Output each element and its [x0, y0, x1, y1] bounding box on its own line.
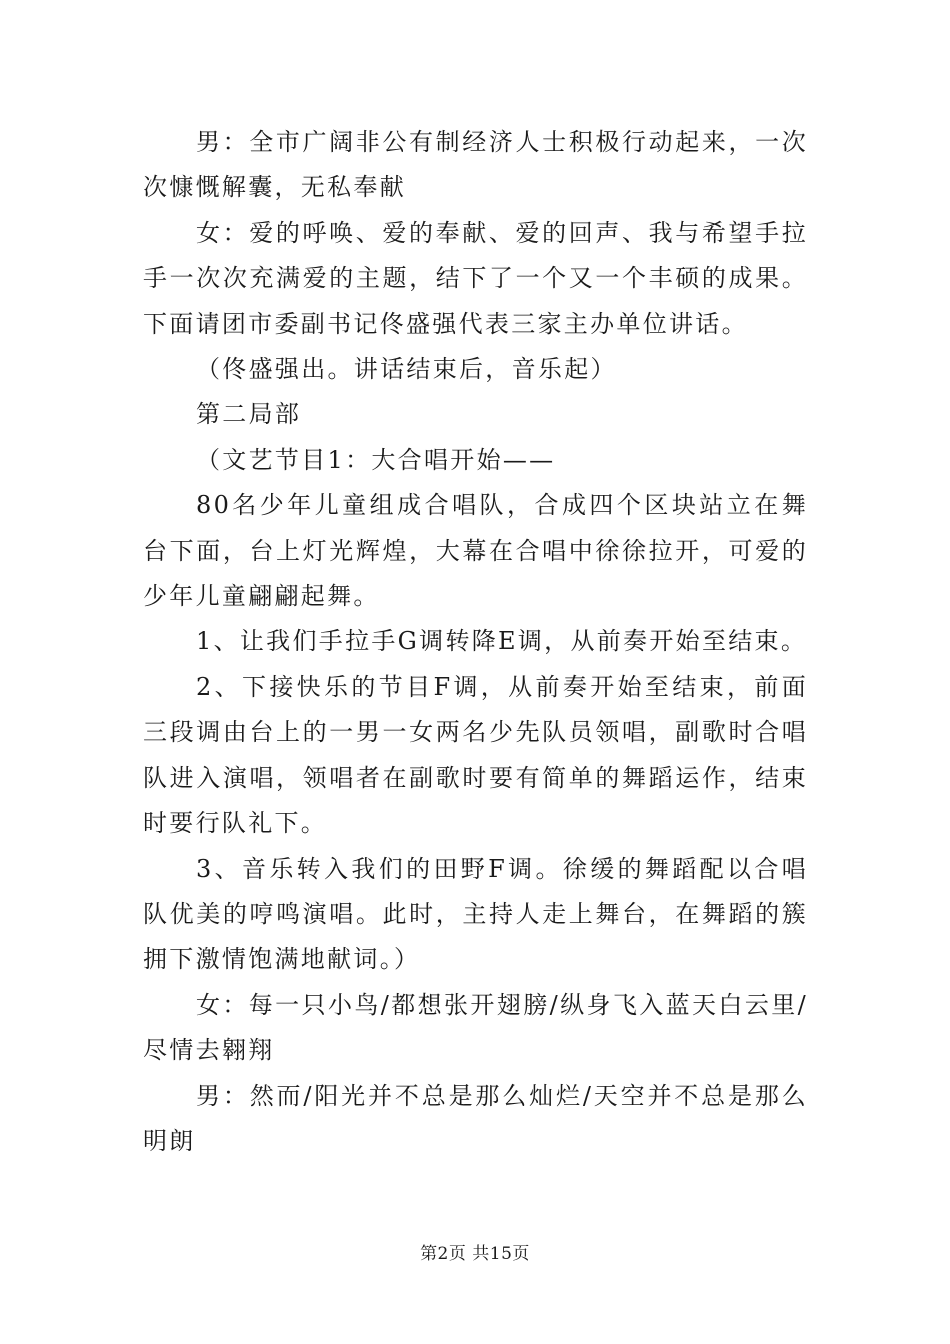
paragraph-female-speech-1: 女：爱的呼唤、爱的奉献、爱的回声、我与希望手拉手一次次充满爱的主题，结下了一个又一个丰硕的成果。下面请团市委副书记佟盛强代表三家主办单位讲话。 — [143, 218, 808, 338]
paragraph-male-speech-1: 男：全市广阔非公有制经济人士积极行动起来，一次次慷慨解囊，无私奉献 — [143, 128, 808, 202]
section-heading: 第二局部 — [196, 400, 302, 429]
paragraph-choir-description: 80名少年儿童组成合唱队，合成四个区块站立在舞台下面，台上灯光辉煌，大幕在合唱中徐徐拉开，可爱的少年儿童翩翩起舞。 — [143, 491, 808, 611]
document-body — [143, 120, 808, 1164]
paragraph-stage-direction-1: （佟盛强出。讲话结束后，音乐起） — [196, 355, 617, 384]
paragraph-female-speech-2: 女：每一只小鸟/都想张开翅膀/纵身飞入蓝天白云里/尽情去翱翔 — [143, 990, 808, 1065]
paragraph-male-speech-2: 男：然而/阳光并不总是那么灿烂/天空并不总是那么明朗 — [143, 1081, 808, 1155]
list-item-song-3: 3、音乐转入我们的田野F调。徐缓的舞蹈配以合唱队优美的哼鸣演唱。此时，主持人走上舞台，在舞蹈的簇拥下激情饱满地献词。） — [143, 854, 808, 974]
paragraph-program-1: （文艺节目1：大合唱开始—— — [196, 445, 556, 474]
list-item-song-2: 2、下接快乐的节目F调，从前奏开始至结束，前面三段调由台上的一男一女两名少先队员领唱，副歌时合唱队进入演唱，领唱者在副歌时要有简单的舞蹈运作，结束时要行队礼下。 — [143, 672, 808, 838]
page-number-footer: 第2页 共15页 — [420, 1244, 530, 1264]
list-item-song-1: 1、让我们手拉手G调转降E调，从前奏开始至结束。 — [196, 627, 808, 656]
